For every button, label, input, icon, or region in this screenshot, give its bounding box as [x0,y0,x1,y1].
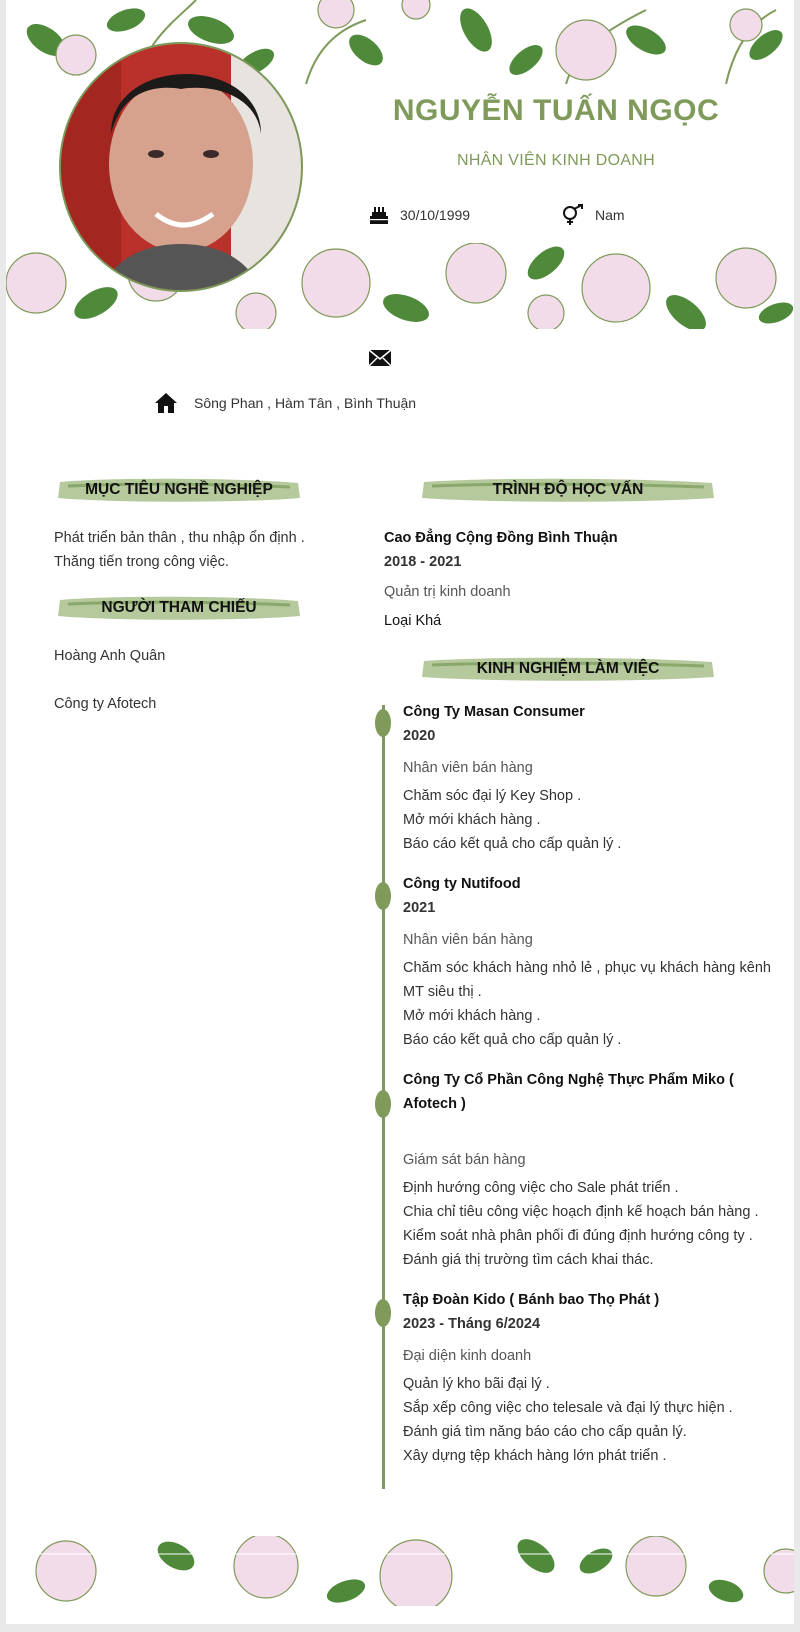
education-school: Cao Đẳng Cộng Đồng Bình Thuận [384,530,618,546]
email-info [368,349,402,367]
job-years [403,1116,771,1140]
job-position: Nhân viên bán hàng [403,932,533,948]
address-value: Sông Phan , Hàm Tân , Bình Thuận [194,395,417,411]
profile-photo [61,44,301,290]
gender-icon [561,204,585,226]
job-entry [403,1288,771,1468]
birthday-value: 30/10/1999 [400,207,471,223]
envelope-icon [368,349,392,367]
job-duty: Đánh giá tìm năng báo cáo cho cấp quản lý. [403,1424,687,1440]
education-heading [418,474,718,506]
floral-pattern-icon [6,1536,794,1606]
job-entry [403,700,771,856]
job-duty: Chia chỉ tiêu công việc hoạch định kế hoạch bán hàng . [403,1204,759,1220]
career-objective-text [54,526,354,574]
timeline-dot [375,1299,391,1327]
candidate-name: NGUYỄN TUẤN NGỌC [392,94,720,127]
education-title: TRÌNH ĐỘ HỌC VẤN [492,481,644,498]
job-duties [403,956,771,1052]
experience-heading [418,653,718,685]
job-company: Công Ty Masan Consumer [403,704,585,720]
objective-line: Phát triển bản thân , thu nhập ổn định . [54,530,305,546]
birthday-cake-icon [368,204,390,226]
home-icon [154,392,178,414]
education-grade: Loại Khá [384,613,442,629]
job-position: Nhân viên bán hàng [403,760,533,776]
job-duty: Chăm sóc khách hàng nhỏ lẻ , phục vụ khách hàng kênh MT siêu thị . [403,960,771,1000]
references-title: NGƯỜI THAM CHIẾU [101,599,257,616]
job-entry [403,1068,771,1272]
job-duty: Xây dựng tệp khách hàng lớn phát triển . [403,1448,667,1464]
job-duty: Chăm sóc đại lý Key Shop . [403,788,582,804]
timeline-dot [375,709,391,737]
job-duty: Kiểm soát nhà phân phối đi đúng định hướng công ty . [403,1228,753,1244]
job-duty: Báo cáo kết quả cho cấp quản lý . [403,836,622,852]
gender-info [561,204,625,226]
job-years: 2023 - Tháng 6/2024 [403,1316,541,1332]
job-duties [403,784,771,856]
career-objective-title: MỤC TIÊU NGHỀ NGHIỆP [85,481,273,498]
job-duty: Mở mới khách hàng . [403,1008,541,1024]
timeline-dot [375,1090,391,1118]
career-objective-heading [54,474,304,506]
cv-page [6,0,794,1624]
objective-line: Thăng tiến trong công việc. [54,554,229,570]
job-position: Đại diện kinh doanh [403,1348,532,1364]
job-entry [403,872,771,1052]
reference-name: Hoàng Anh Quân [54,648,166,664]
reference-company: Công ty Afotech [54,696,157,712]
references-heading [54,592,304,624]
job-position: Giám sát bán hàng [403,1152,526,1168]
job-title: NHÂN VIÊN KINH DOANH [456,152,656,169]
job-duty: Đánh giá thị trường tìm cách khai thác. [403,1252,654,1268]
job-duty: Mở mới khách hàng . [403,812,541,828]
education-major: Quản trị kinh doanh [384,584,511,600]
job-years: 2020 [403,728,436,744]
job-company: Tập Đoàn Kido ( Bánh bao Thọ Phát ) [403,1292,660,1308]
job-duty: Báo cáo kết quả cho cấp quản lý . [403,1032,622,1048]
gender-value: Nam [595,207,625,223]
job-duties [403,1176,771,1272]
job-duty: Quản lý kho bãi đại lý . [403,1376,550,1392]
avatar [59,42,303,292]
birthday-info [368,204,470,226]
job-company: Công ty Nutifood [403,876,521,892]
experience-title: KINH NGHIỆM LÀM VIỆC [476,660,660,677]
job-duty: Định hướng công việc cho Sale phát triển . [403,1180,679,1196]
job-duty: Sắp xếp công việc cho telesale và đại lý thực hiện . [403,1400,733,1416]
timeline-dot [375,882,391,910]
floral-footer [6,1536,794,1606]
job-duties [403,1372,771,1468]
job-years: 2021 [403,900,436,916]
education-years: 2018 - 2021 [384,554,462,570]
address-info [154,392,416,414]
job-company: Công Ty Cổ Phần Công Nghệ Thực Phẩm Miko ( Afotech ) [403,1072,734,1112]
